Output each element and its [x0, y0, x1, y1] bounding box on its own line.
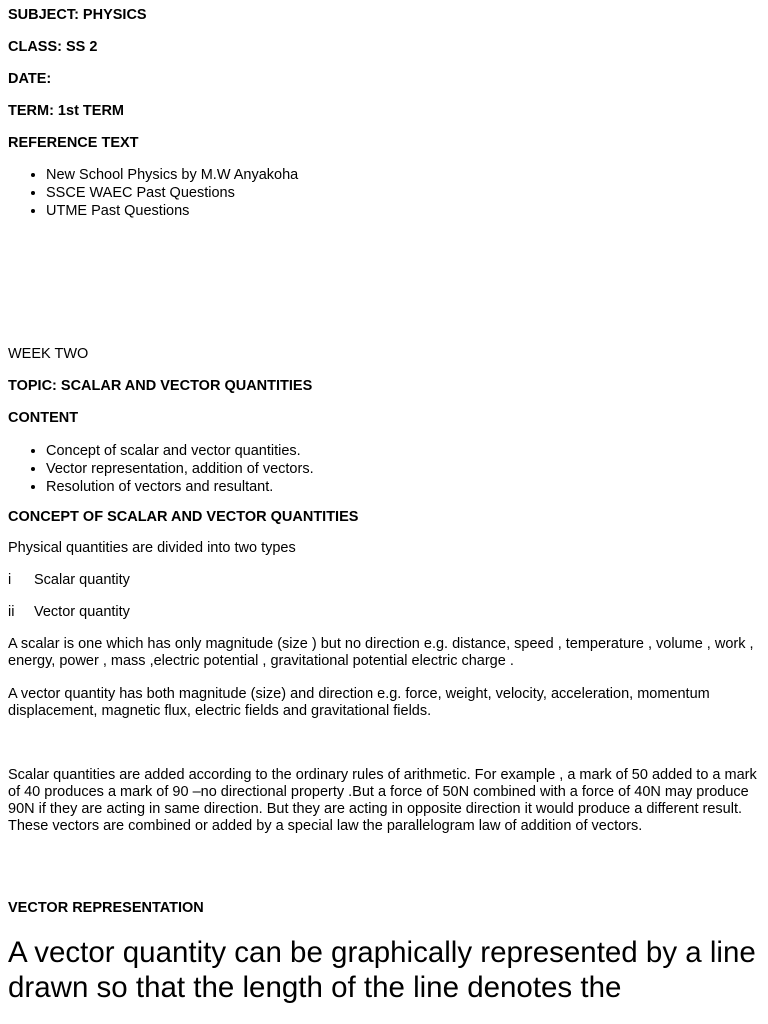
week-line: WEEK TWO [8, 346, 89, 362]
reference-heading: REFERENCE TEXT [8, 135, 139, 151]
reference-list [8, 166, 298, 220]
subject-line: SUBJECT: PHYSICS [8, 7, 147, 23]
scalar-paragraph: A scalar is one which has only magnitude (size ) but no direction e.g. distance, speed , temperature , volume , work , energy, power , mass ,electric potential , gravitational potential electric charge . [8, 636, 754, 669]
list-item: • Vector representation, addition of vectors. [46, 460, 314, 478]
type-item-vector [8, 604, 130, 621]
type-label: Scalar quantity [34, 572, 130, 588]
type-number: i [8, 572, 12, 588]
date-line: DATE: [8, 71, 52, 87]
type-label: Vector quantity [34, 604, 130, 620]
type-item-scalar [8, 572, 130, 589]
concept-intro: Physical quantities are divided into two types [8, 540, 296, 556]
topic-line: TOPIC: SCALAR AND VECTOR QUANTITIES [8, 378, 313, 394]
class-line: CLASS: SS 2 [8, 39, 98, 55]
term-line: TERM: 1st TERM [8, 103, 124, 119]
type-number: ii [8, 604, 15, 620]
content-list [8, 442, 314, 496]
representation-heading: VECTOR REPRESENTATION [8, 900, 204, 916]
content-heading: CONTENT [8, 410, 79, 426]
list-item: • New School Physics by M.W Anyakoha [46, 166, 298, 184]
representation-text: A vector quantity can be graphically represented by a line drawn so that the length of the line denotes the [8, 936, 756, 1004]
concept-heading: CONCEPT OF SCALAR AND VECTOR QUANTITIES [8, 509, 359, 525]
list-item: • UTME Past Questions [46, 202, 298, 220]
list-item: • Resolution of vectors and resultant. [46, 478, 314, 496]
list-item: • SSCE WAEC Past Questions [46, 184, 298, 202]
list-item: • Concept of scalar and vector quantities. [46, 442, 314, 460]
addition-paragraph: Scalar quantities are added according to the ordinary rules of arithmetic. For example , a mark of 50 added to a mark of 40 produces a mark of 90 –no directional property .But a force of 50N combined with a force of 40N may produce 90N if they are acting in same direction. But they are acting in opposite direction it would produce a different result. These vectors are combined or added by a special law the parallelogram law of addition of vectors. [8, 767, 757, 834]
vector-paragraph: A vector quantity has both magnitude (size) and direction e.g. force, weight, velocity, acceleration, momentum displacement, magnetic flux, electric fields and gravitational fields. [8, 686, 710, 719]
